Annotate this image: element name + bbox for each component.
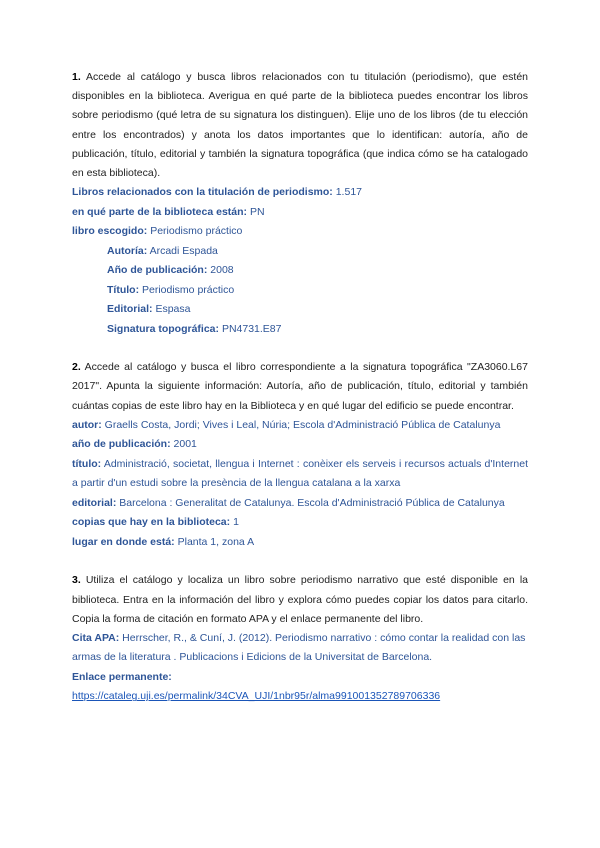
spacer [72, 339, 528, 358]
detail-label: Editorial: [107, 303, 153, 316]
detail-value: PN4731.E87 [221, 322, 282, 335]
detail-row-author [72, 242, 528, 262]
detail-row-publisher [72, 300, 528, 320]
answer-value: Herrscher, R., & Cuní, J. (2012). Periodismo narrativo : cómo contar la realidad con las armas de la literatura . Publicacions i Edicions de la Universitat de Barcelona. [72, 631, 526, 664]
answer-row-author [72, 416, 528, 436]
answer-row-permalink [72, 687, 528, 707]
detail-value: Arcadi Espada [149, 244, 218, 257]
answer-row-title [72, 455, 528, 494]
permalink-link[interactable]: https://cataleg.uji.es/permalink/34CVA_UJI/1nbr95r/alma991001352789706336 [72, 690, 441, 703]
answer-row-location [72, 203, 528, 223]
question-3 [72, 571, 528, 629]
answer-row-year [72, 435, 528, 455]
detail-label: Autoría: [107, 244, 148, 257]
answer-value: Barcelona : Generalitat de Catalunya. Escola d'Administració Pública de Catalunya [119, 496, 505, 509]
answer-row-chosen-book [72, 222, 528, 242]
answer-label: título: [72, 457, 102, 470]
answer-row-related-books [72, 183, 528, 203]
detail-label: Título: [107, 283, 140, 296]
answer-value: Periodismo práctico [150, 225, 243, 238]
question-3-number: 3. [72, 574, 81, 587]
answer-row-permalink-label [72, 668, 528, 688]
detail-value: Espasa [155, 303, 191, 316]
detail-row-call-number [72, 320, 528, 340]
question-3-text: Utiliza el catálogo y localiza un libro sobre periodismo narrativo que esté disponible en la biblioteca. Entra en la información del libro y explora cómo puedes copiar los datos para citarlo. Copia la forma de citación en formato APA y el enlace permanente del libro. [72, 574, 528, 625]
answer-row-publisher [72, 494, 528, 514]
question-2 [72, 358, 528, 416]
question-2-text: Accede al catálogo y busca el libro correspondiente a la signatura topográfica "ZA3060.L67 2017". Apunta la siguiente información: Autoría, año de publicación, título, editorial y también cuántas copias de este libro hay en la Biblioteca y en qué lugar del edificio se puede encontrar. [72, 361, 528, 412]
question-2-number: 2. [72, 361, 81, 374]
answer-value: Planta 1, zona A [177, 535, 255, 548]
answer-label: Enlace permanente: [72, 670, 172, 683]
answer-label: lugar en donde está: [72, 535, 175, 548]
answer-label: editorial: [72, 496, 117, 509]
question-1-number: 1. [72, 71, 81, 83]
answer-value: 1.517 [335, 186, 362, 199]
answer-value: PN [249, 205, 265, 218]
answer-value: 1 [233, 516, 239, 529]
answer-label: Cita APA: [72, 631, 120, 644]
question-1-text: Accede al catálogo y busca libros relacionados con tu titulación (periodismo), que estén disponibles en la biblioteca. Averigua en qué parte de la biblioteca puedes encontrar los libros sobre periodismo (qué letra de su signatura los distinguen). Elije uno de los libros (de tu elección entre los encontrados) y anota los datos importantes que lo identifican: autoría, año de publicación, título, editorial y también la signatura topográfica (que indica cómo se ha catalogado en esta biblioteca). [72, 71, 528, 180]
answer-label: en qué parte de la biblioteca están: [72, 205, 248, 218]
detail-row-year [72, 261, 528, 281]
answer-label: autor: [72, 418, 102, 431]
answer-row-copies [72, 513, 528, 533]
detail-row-title [72, 281, 528, 301]
answer-row-place [72, 533, 528, 553]
answer-value: Graells Costa, Jordi; Vives i Leal, Núria; Escola d'Administració Pública de Catalunya [104, 418, 501, 431]
answer-label: Libros relacionados con la titulación de periodismo: [72, 186, 333, 199]
detail-value: Periodismo práctico [142, 283, 235, 296]
answer-label: libro escogido: [72, 225, 148, 238]
answer-label: año de publicación: [72, 438, 171, 451]
document-page [72, 68, 528, 707]
detail-label: Signatura topográfica: [107, 322, 220, 335]
question-1 [72, 68, 528, 183]
answer-row-apa-citation [72, 629, 528, 668]
spacer [72, 552, 528, 571]
detail-value: 2008 [210, 264, 234, 277]
answer-value: Administració, societat, llengua i Internet : conèixer els serveis i recursos actuals d'Internet a partir d'un estudi sobre la presència de la llengua catalana a la xarxa [72, 457, 528, 490]
answer-value: 2001 [173, 438, 197, 451]
answer-label: copias que hay en la biblioteca: [72, 516, 231, 529]
detail-label: Año de publicación: [107, 264, 208, 277]
